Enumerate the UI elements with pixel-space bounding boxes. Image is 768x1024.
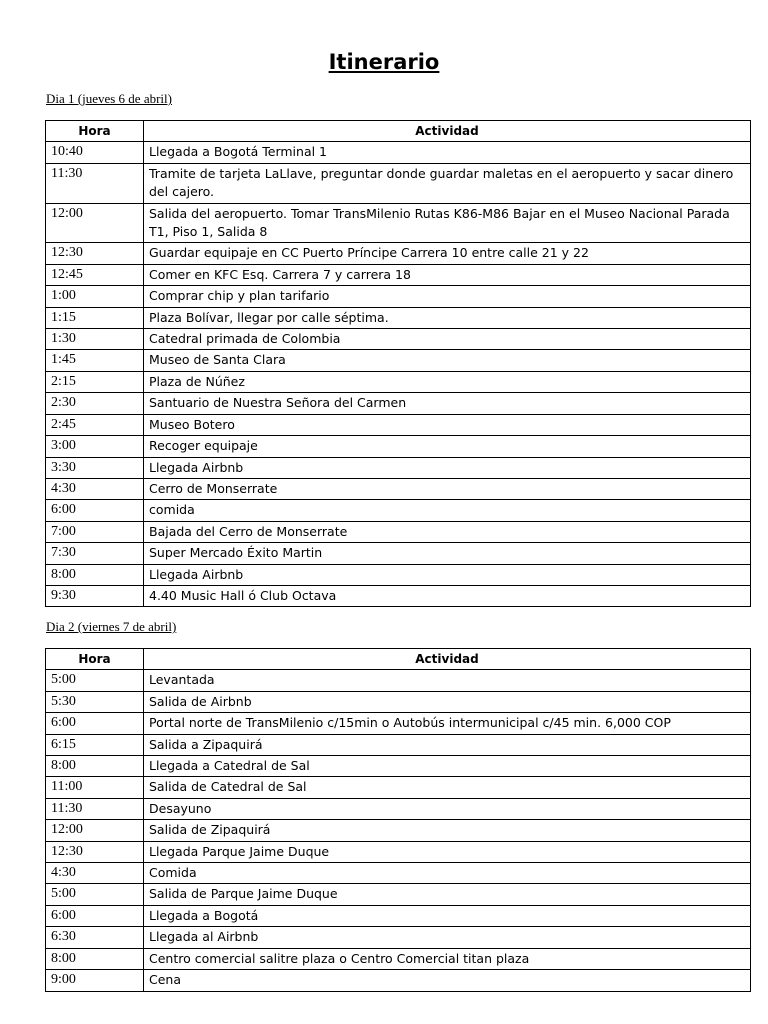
- table-row: [46, 500, 751, 521]
- table-header-row: [46, 649, 751, 670]
- activity-cell: Centro comercial salitre plaza o Centro Comercial titan plaza: [144, 948, 751, 969]
- time-cell: 12:30: [46, 243, 144, 264]
- page-title: Itinerario: [328, 50, 440, 74]
- table-row: [46, 350, 751, 371]
- time-cell: 6:00: [46, 905, 144, 926]
- time-cell: 2:30: [46, 393, 144, 414]
- day-2-table: [45, 648, 751, 992]
- table-row: [46, 734, 751, 755]
- table-row: [46, 457, 751, 478]
- activity-cell: Plaza Bolívar, llegar por calle séptima.: [144, 307, 751, 328]
- time-cell: 5:00: [46, 884, 144, 905]
- table-row: [46, 142, 751, 163]
- table-row: [46, 798, 751, 819]
- table-row: [46, 478, 751, 499]
- activity-cell: Plaza de Núñez: [144, 371, 751, 392]
- activity-cell: Levantada: [144, 670, 751, 691]
- time-cell: 6:15: [46, 734, 144, 755]
- time-cell: 12:00: [46, 203, 144, 243]
- time-cell: 3:30: [46, 457, 144, 478]
- day-2-label: Dia 2 (viernes 7 de abril): [46, 619, 177, 634]
- time-cell: 12:30: [46, 841, 144, 862]
- day-1-table: [45, 120, 751, 607]
- table-row: [46, 863, 751, 884]
- activity-cell: Llegada a Catedral de Sal: [144, 756, 751, 777]
- activity-cell: Salida del aeropuerto. Tomar TransMilenio Rutas K86-M86 Bajar en el Museo Nacional Parada T1, Piso 1, Salida 8: [144, 203, 751, 243]
- time-cell: 4:30: [46, 478, 144, 499]
- time-cell: 5:00: [46, 670, 144, 691]
- header-actividad: Actividad: [144, 649, 751, 670]
- time-cell: 1:30: [46, 329, 144, 350]
- table-row: [46, 393, 751, 414]
- activity-cell: Salida de Zipaquirá: [144, 820, 751, 841]
- table-row: [46, 436, 751, 457]
- table-row: [46, 264, 751, 285]
- time-cell: 10:40: [46, 142, 144, 163]
- activity-cell: Cena: [144, 970, 751, 991]
- table-row: [46, 163, 751, 203]
- table-row: [46, 948, 751, 969]
- activity-cell: Salida de Airbnb: [144, 691, 751, 712]
- table-row: [46, 564, 751, 585]
- table-row: [46, 286, 751, 307]
- table-row: [46, 585, 751, 606]
- activity-cell: Llegada a Bogotá Terminal 1: [144, 142, 751, 163]
- activity-cell: Super Mercado Éxito Martin: [144, 543, 751, 564]
- time-cell: 8:00: [46, 756, 144, 777]
- time-cell: 9:30: [46, 585, 144, 606]
- activity-cell: Salida a Zipaquirá: [144, 734, 751, 755]
- activity-cell: Cerro de Monserrate: [144, 478, 751, 499]
- time-cell: 12:00: [46, 820, 144, 841]
- activity-cell: Llegada Airbnb: [144, 564, 751, 585]
- activity-cell: Catedral primada de Colombia: [144, 329, 751, 350]
- table-row: [46, 371, 751, 392]
- time-cell: 2:15: [46, 371, 144, 392]
- table-row: [46, 970, 751, 991]
- table-row: [46, 756, 751, 777]
- activity-cell: Tramite de tarjeta LaLlave, preguntar donde guardar maletas en el aeropuerto y sacar dinero del cajero.: [144, 163, 751, 203]
- activity-cell: Bajada del Cerro de Monserrate: [144, 521, 751, 542]
- table-row: [46, 329, 751, 350]
- activity-cell: Desayuno: [144, 798, 751, 819]
- time-cell: 7:00: [46, 521, 144, 542]
- time-cell: 1:45: [46, 350, 144, 371]
- activity-cell: 4.40 Music Hall ó Club Octava: [144, 585, 751, 606]
- activity-cell: Museo de Santa Clara: [144, 350, 751, 371]
- table-header-row: [46, 121, 751, 142]
- activity-cell: Museo Botero: [144, 414, 751, 435]
- activity-cell: Guardar equipaje en CC Puerto Príncipe Carrera 10 entre calle 21 y 22: [144, 243, 751, 264]
- table-row: [46, 203, 751, 243]
- activity-cell: Llegada Airbnb: [144, 457, 751, 478]
- table-row: [46, 777, 751, 798]
- activity-cell: Recoger equipaje: [144, 436, 751, 457]
- time-cell: 11:00: [46, 777, 144, 798]
- time-cell: 1:15: [46, 307, 144, 328]
- header-hora: Hora: [46, 649, 144, 670]
- activity-cell: Llegada Parque Jaime Duque: [144, 841, 751, 862]
- activity-cell: Comprar chip y plan tarifario: [144, 286, 751, 307]
- header-actividad: Actividad: [144, 121, 751, 142]
- table-row: [46, 820, 751, 841]
- time-cell: 4:30: [46, 863, 144, 884]
- activity-cell: Comida: [144, 863, 751, 884]
- time-cell: 6:00: [46, 500, 144, 521]
- time-cell: 8:00: [46, 564, 144, 585]
- table-row: [46, 670, 751, 691]
- activity-cell: Comer en KFC Esq. Carrera 7 y carrera 18: [144, 264, 751, 285]
- activity-cell: Llegada al Airbnb: [144, 927, 751, 948]
- time-cell: 8:00: [46, 948, 144, 969]
- activity-cell: Salida de Catedral de Sal: [144, 777, 751, 798]
- table-row: [46, 521, 751, 542]
- time-cell: 6:00: [46, 713, 144, 734]
- time-cell: 11:30: [46, 163, 144, 203]
- activity-cell: Santuario de Nuestra Señora del Carmen: [144, 393, 751, 414]
- activity-cell: Llegada a Bogotá: [144, 905, 751, 926]
- table-row: [46, 884, 751, 905]
- time-cell: 9:00: [46, 970, 144, 991]
- time-cell: 11:30: [46, 798, 144, 819]
- table-row: [46, 713, 751, 734]
- table-row: [46, 691, 751, 712]
- time-cell: 3:00: [46, 436, 144, 457]
- header-hora: Hora: [46, 121, 144, 142]
- table-row: [46, 841, 751, 862]
- table-row: [46, 543, 751, 564]
- table-row: [46, 927, 751, 948]
- day-1-label: Dia 1 (jueves 6 de abril): [46, 91, 172, 106]
- time-cell: 6:30: [46, 927, 144, 948]
- table-row: [46, 905, 751, 926]
- activity-cell: Portal norte de TransMilenio c/15min o Autobús intermunicipal c/45 min. 6,000 COP: [144, 713, 751, 734]
- time-cell: 5:30: [46, 691, 144, 712]
- table-row: [46, 414, 751, 435]
- time-cell: 7:30: [46, 543, 144, 564]
- time-cell: 12:45: [46, 264, 144, 285]
- activity-cell: Salida de Parque Jaime Duque: [144, 884, 751, 905]
- time-cell: 2:45: [46, 414, 144, 435]
- table-row: [46, 243, 751, 264]
- activity-cell: comida: [144, 500, 751, 521]
- time-cell: 1:00: [46, 286, 144, 307]
- table-row: [46, 307, 751, 328]
